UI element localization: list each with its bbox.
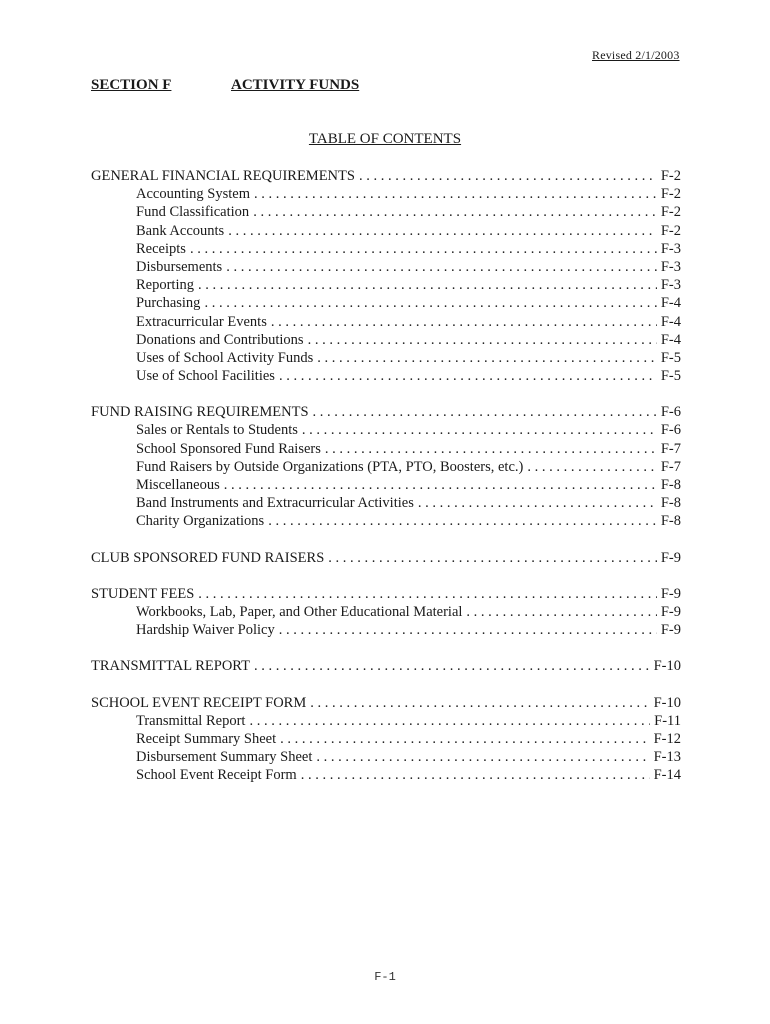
toc-entry-title: TRANSMITTAL REPORT <box>91 658 250 675</box>
toc-entry-title: CLUB SPONSORED FUND RAISERS <box>91 549 325 566</box>
toc-entry-title: SCHOOL EVENT RECEIPT FORM <box>91 694 307 711</box>
toc-subentry <box>91 621 681 639</box>
dot-leader <box>527 458 656 476</box>
toc-entry-page: F-2 <box>660 222 681 239</box>
toc-entry-title: FUND RAISING REQUIREMENTS <box>91 404 309 421</box>
toc-subentry <box>91 512 681 530</box>
toc-subentry <box>91 294 681 312</box>
dot-leader <box>254 185 657 203</box>
revised-date: Revised 2/1/2003 <box>592 48 680 62</box>
toc-entry-title: Purchasing <box>136 295 201 312</box>
dot-leader <box>253 203 657 221</box>
toc-section <box>91 657 681 675</box>
toc-entry-page: F-4 <box>660 313 681 330</box>
toc-entry-page: F-10 <box>653 658 681 675</box>
dot-leader <box>254 657 650 675</box>
dot-leader <box>224 476 657 494</box>
toc-subentry <box>91 494 681 512</box>
toc-entry-title: Receipts <box>136 240 186 257</box>
toc-entry-title: Transmittal Report <box>136 712 246 729</box>
toc-subentry <box>91 240 681 258</box>
toc-entry-title: Hardship Waiver Policy <box>136 622 275 639</box>
dot-leader <box>268 512 657 530</box>
toc-entry <box>91 657 681 675</box>
toc-entry-title: Sales or Rentals to Students <box>136 422 298 439</box>
page-number: F-1 <box>374 970 396 984</box>
toc-entry-page: F-3 <box>660 240 681 257</box>
toc-entry-page: F-8 <box>660 477 681 493</box>
toc-subentry <box>91 349 681 367</box>
dot-leader <box>280 730 649 748</box>
toc-entry-title: School Event Receipt Form <box>136 767 297 784</box>
dot-leader <box>279 367 657 385</box>
toc-entry-title: Charity Organizations <box>136 513 265 530</box>
toc-entry-page: F-3 <box>660 277 681 294</box>
toc-entry-page: F-9 <box>660 622 681 639</box>
toc-subentry <box>91 222 681 240</box>
dot-leader <box>198 585 657 603</box>
toc-subentry <box>91 730 681 748</box>
toc-section <box>91 167 681 385</box>
toc-subentry <box>91 712 681 730</box>
toc-entry-page: F-2 <box>660 204 681 221</box>
toc-entry-page: F-12 <box>653 730 681 747</box>
toc-entry-page: F-6 <box>660 422 681 439</box>
dot-leader <box>204 294 656 312</box>
dot-leader <box>301 766 650 784</box>
toc-entry-page: F-7 <box>660 440 681 457</box>
dot-leader <box>316 748 649 766</box>
toc-subentry <box>91 603 681 621</box>
toc-entry-title: Fund Classification <box>136 204 250 221</box>
toc-entry-page: F-2 <box>660 168 681 184</box>
toc-entry-page: F-2 <box>660 186 681 203</box>
toc-subentry <box>91 276 681 294</box>
dot-leader <box>226 258 657 276</box>
toc-entry-page: F-4 <box>660 295 681 312</box>
toc-entry-page: F-13 <box>653 749 681 766</box>
toc-entry-page: F-3 <box>660 258 681 275</box>
toc-entry-title: Disbursements <box>136 258 223 275</box>
toc-entry-title: Band Instruments and Extracurricular Activities <box>136 495 414 512</box>
table-of-contents <box>91 167 681 802</box>
toc-subentry <box>91 331 681 349</box>
toc-entry-title: Workbooks, Lab, Paper, and Other Educational Material <box>136 603 463 620</box>
toc-entry-title: Bank Accounts <box>136 222 225 239</box>
dot-leader <box>271 313 657 331</box>
toc-subentry <box>91 440 681 458</box>
dot-leader <box>190 240 657 258</box>
toc-subentry <box>91 258 681 276</box>
toc-subentry <box>91 748 681 766</box>
toc-entry-title: Use of School Facilities <box>136 368 275 385</box>
dot-leader <box>302 421 657 439</box>
toc-heading <box>0 131 770 148</box>
dot-leader <box>310 694 649 712</box>
dot-leader <box>317 349 657 367</box>
toc-subentry <box>91 766 681 784</box>
toc-subentry <box>91 185 681 203</box>
toc-subentry <box>91 458 681 476</box>
toc-subentry <box>91 203 681 221</box>
toc-entry-page: F-9 <box>660 549 681 566</box>
toc-entry-page: F-9 <box>660 603 681 620</box>
toc-subentry <box>91 476 681 494</box>
toc-entry-title: School Sponsored Fund Raisers <box>136 440 321 457</box>
dot-leader <box>308 331 657 349</box>
section-label: SECTION F <box>91 77 172 93</box>
dot-leader <box>466 603 656 621</box>
toc-entry-title: Receipt Summary Sheet <box>136 730 277 747</box>
toc-entry-page: F-14 <box>653 767 681 784</box>
dot-leader <box>249 712 650 730</box>
toc-entry <box>91 694 681 712</box>
dot-leader <box>198 276 657 294</box>
toc-subentry <box>91 421 681 439</box>
dot-leader <box>359 167 657 185</box>
section-title: ACTIVITY FUNDS <box>231 77 360 93</box>
toc-entry-page: F-8 <box>660 513 681 530</box>
toc-section <box>91 549 681 567</box>
toc-section <box>91 585 681 640</box>
toc-entry-page: F-10 <box>653 694 681 711</box>
dot-leader <box>313 403 657 421</box>
toc-entry-title: Extracurricular Events <box>136 313 267 330</box>
toc-entry-page: F-6 <box>660 404 681 421</box>
toc-entry-page: F-5 <box>660 349 681 366</box>
dot-leader <box>279 621 657 639</box>
toc-entry <box>91 403 681 421</box>
toc-entry-page: F-4 <box>660 331 681 348</box>
dot-leader <box>228 222 657 240</box>
toc-entry-title: Fund Raisers by Outside Organizations (PTA, PTO, Boosters, etc.) <box>136 458 524 475</box>
toc-entry-title: Miscellaneous <box>136 477 220 493</box>
toc-entry-page: F-5 <box>660 368 681 385</box>
dot-leader <box>328 549 657 567</box>
toc-entry-title: STUDENT FEES <box>91 585 195 602</box>
toc-entry-page: F-11 <box>654 712 681 729</box>
toc-entry <box>91 549 681 567</box>
toc-section <box>91 403 681 530</box>
toc-entry-title: Uses of School Activity Funds <box>136 349 314 366</box>
toc-entry-title: Accounting System <box>136 186 250 203</box>
toc-section <box>91 694 681 785</box>
toc-entry-page: F-9 <box>660 585 681 602</box>
toc-heading-text: TABLE OF CONTENTS <box>308 131 462 147</box>
toc-entry-title: Donations and Contributions <box>136 331 304 348</box>
toc-entry-title: Reporting <box>136 277 194 294</box>
toc-entry-page: F-7 <box>660 458 681 475</box>
dot-leader <box>325 440 657 458</box>
toc-subentry <box>91 367 681 385</box>
toc-entry-title: Disbursement Summary Sheet <box>136 749 313 766</box>
toc-subentry <box>91 313 681 331</box>
toc-entry-title: GENERAL FINANCIAL REQUIREMENTS <box>91 168 355 184</box>
toc-entry-page: F-8 <box>660 495 681 512</box>
toc-entry <box>91 167 681 185</box>
dot-leader <box>418 494 657 512</box>
toc-entry <box>91 585 681 603</box>
